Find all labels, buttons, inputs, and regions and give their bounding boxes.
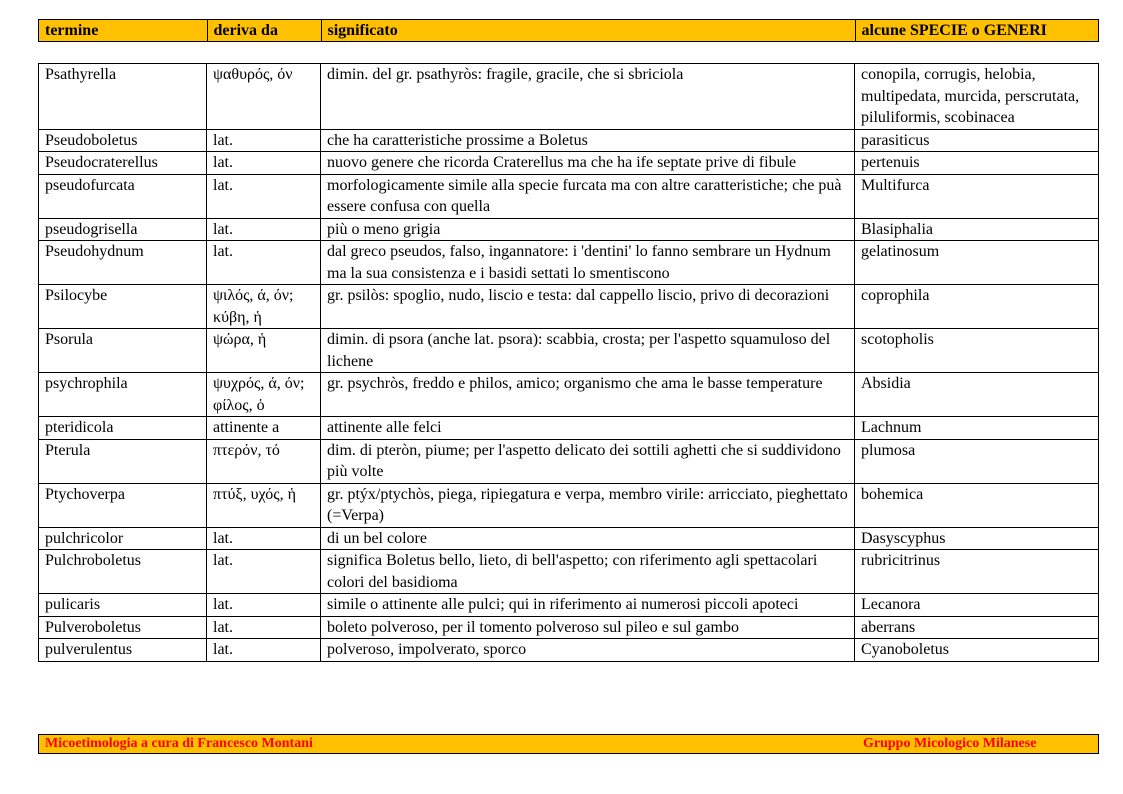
cell-specie: plumosa [855, 439, 1099, 483]
cell-deriva-da: πτερόν, τό [207, 439, 321, 483]
cell-significato: gr. ptýx/ptychòs, piega, ripiegatura e verpa, membro virile: arricciato, pieghettato (=Verpa) [321, 483, 855, 527]
table-row [39, 527, 1099, 550]
cell-specie: Lecanora [855, 594, 1099, 617]
cell-termine: Psilocybe [39, 285, 207, 329]
footer-left-text: Micoetimologia a cura di Francesco Montani [45, 736, 313, 751]
cell-termine: Pseudoboletus [39, 129, 207, 152]
table-row [39, 152, 1099, 175]
header-table [39, 20, 1098, 41]
table-row [39, 329, 1099, 373]
cell-significato: simile o attinente alle pulci; qui in riferimento ai numerosi piccoli apoteci [321, 594, 855, 617]
cell-termine: pulverulentus [39, 639, 207, 662]
cell-specie: Absidia [855, 373, 1099, 417]
cell-termine: Pulveroboletus [39, 616, 207, 639]
table-row [39, 483, 1099, 527]
cell-specie: pertenuis [855, 152, 1099, 175]
cell-significato: dal greco pseudos, falso, ingannatore: i 'dentini' lo fanno sembrare un Hydnum ma la sua consistenza e i basidi settati lo smentiscono [321, 241, 855, 285]
footer-bar [38, 734, 1099, 754]
cell-specie: Multifurca [855, 174, 1099, 218]
cell-significato: dimin. del gr. psathyròs: fragile, gracile, che si sbriciola [321, 64, 855, 130]
table-row [39, 129, 1099, 152]
cell-deriva-da: lat. [207, 639, 321, 662]
cell-specie: coprophila [855, 285, 1099, 329]
header-termine: termine [39, 20, 207, 41]
cell-significato: significa Boletus bello, lieto, di bell'aspetto; con riferimento agli spettacolari colori del basidioma [321, 550, 855, 594]
cell-specie: Cyanoboletus [855, 639, 1099, 662]
cell-deriva-da: lat. [207, 152, 321, 175]
cell-deriva-da: πτύξ, υχός, ἡ [207, 483, 321, 527]
footer-right-text: Gruppo Micologico Milanese [863, 736, 1037, 751]
cell-termine: Pseudohydnum [39, 241, 207, 285]
table-row [39, 417, 1099, 440]
cell-significato: gr. psychròs, freddo e philos, amico; organismo che ama le basse temperature [321, 373, 855, 417]
cell-significato: morfologicamente simile alla specie furcata ma con altre caratteristiche; che puà essere confusa con quella [321, 174, 855, 218]
table-row [39, 174, 1099, 218]
table-row [39, 64, 1099, 130]
cell-termine: Psorula [39, 329, 207, 373]
table-row [39, 218, 1099, 241]
cell-deriva-da: ψώρα, ἡ [207, 329, 321, 373]
cell-significato: dim. di pteròn, piume; per l'aspetto delicato dei sottili aghetti che si suddividono più volte [321, 439, 855, 483]
cell-significato: dimin. di psora (anche lat. psora): scabbia, crosta; per l'aspetto squamuloso del lichene [321, 329, 855, 373]
cell-deriva-da: lat. [207, 594, 321, 617]
cell-termine: Psathyrella [39, 64, 207, 130]
cell-deriva-da: lat. [207, 174, 321, 218]
table-row [39, 373, 1099, 417]
cell-deriva-da: lat. [207, 550, 321, 594]
cell-deriva-da: lat. [207, 241, 321, 285]
cell-deriva-da: lat. [207, 218, 321, 241]
cell-deriva-da: ψαθυρός, όν [207, 64, 321, 130]
cell-termine: pulicaris [39, 594, 207, 617]
cell-significato: gr. psilòs: spoglio, nudo, liscio e testa: dal cappello liscio, privo di decorazioni [321, 285, 855, 329]
cell-specie: parasiticus [855, 129, 1099, 152]
cell-termine: pteridicola [39, 417, 207, 440]
cell-specie: scotopholis [855, 329, 1099, 373]
header-specie: alcune SPECIE o GENERI [861, 21, 1047, 39]
cell-specie: conopila, corrugis, helobia, multipedata, murcida, perscrutata, piluliformis, scobinacea [855, 64, 1099, 130]
cell-deriva-da: lat. [207, 129, 321, 152]
cell-deriva-da: ψυχρός, ά, όν; φίλος, ὁ [207, 373, 321, 417]
cell-significato: polveroso, impolverato, sporco [321, 639, 855, 662]
header-significato: significato [321, 20, 855, 41]
cell-termine: Pseudocraterellus [39, 152, 207, 175]
table-row [39, 639, 1099, 662]
header-bar [38, 19, 1099, 42]
cell-significato: di un bel colore [321, 527, 855, 550]
cell-significato: più o meno grigia [321, 218, 855, 241]
table-row [39, 550, 1099, 594]
cell-specie: bohemica [855, 483, 1099, 527]
cell-termine: pulchricolor [39, 527, 207, 550]
table-row [39, 285, 1099, 329]
cell-deriva-da: attinente a [207, 417, 321, 440]
cell-specie: Lachnum [855, 417, 1099, 440]
cell-significato: nuovo genere che ricorda Craterellus ma che ha ife septate prive di fibule [321, 152, 855, 175]
cell-deriva-da: ψιλός, ά, όν; κύβη, ἡ [207, 285, 321, 329]
cell-termine: pseudogrisella [39, 218, 207, 241]
cell-specie: aberrans [855, 616, 1099, 639]
table-row [39, 241, 1099, 285]
header-deriva-da: deriva da [207, 20, 321, 41]
table-row [39, 616, 1099, 639]
table-row [39, 439, 1099, 483]
cell-specie: gelatinosum [855, 241, 1099, 285]
cell-specie: rubricitrinus [855, 550, 1099, 594]
cell-termine: psychrophila [39, 373, 207, 417]
glossary-table [38, 63, 1099, 662]
cell-termine: pseudofurcata [39, 174, 207, 218]
header-row [39, 20, 1098, 41]
cell-specie: Blasiphalia [855, 218, 1099, 241]
cell-termine: Pulchroboletus [39, 550, 207, 594]
cell-termine: Ptychoverpa [39, 483, 207, 527]
cell-specie: Dasyscyphus [855, 527, 1099, 550]
cell-significato: boleto polveroso, per il tomento polveroso sul pileo e sul gambo [321, 616, 855, 639]
cell-significato: attinente alle felci [321, 417, 855, 440]
cell-significato: che ha caratteristiche prossime a Boletus [321, 129, 855, 152]
table-row [39, 594, 1099, 617]
cell-deriva-da: lat. [207, 616, 321, 639]
cell-deriva-da: lat. [207, 527, 321, 550]
cell-termine: Pterula [39, 439, 207, 483]
